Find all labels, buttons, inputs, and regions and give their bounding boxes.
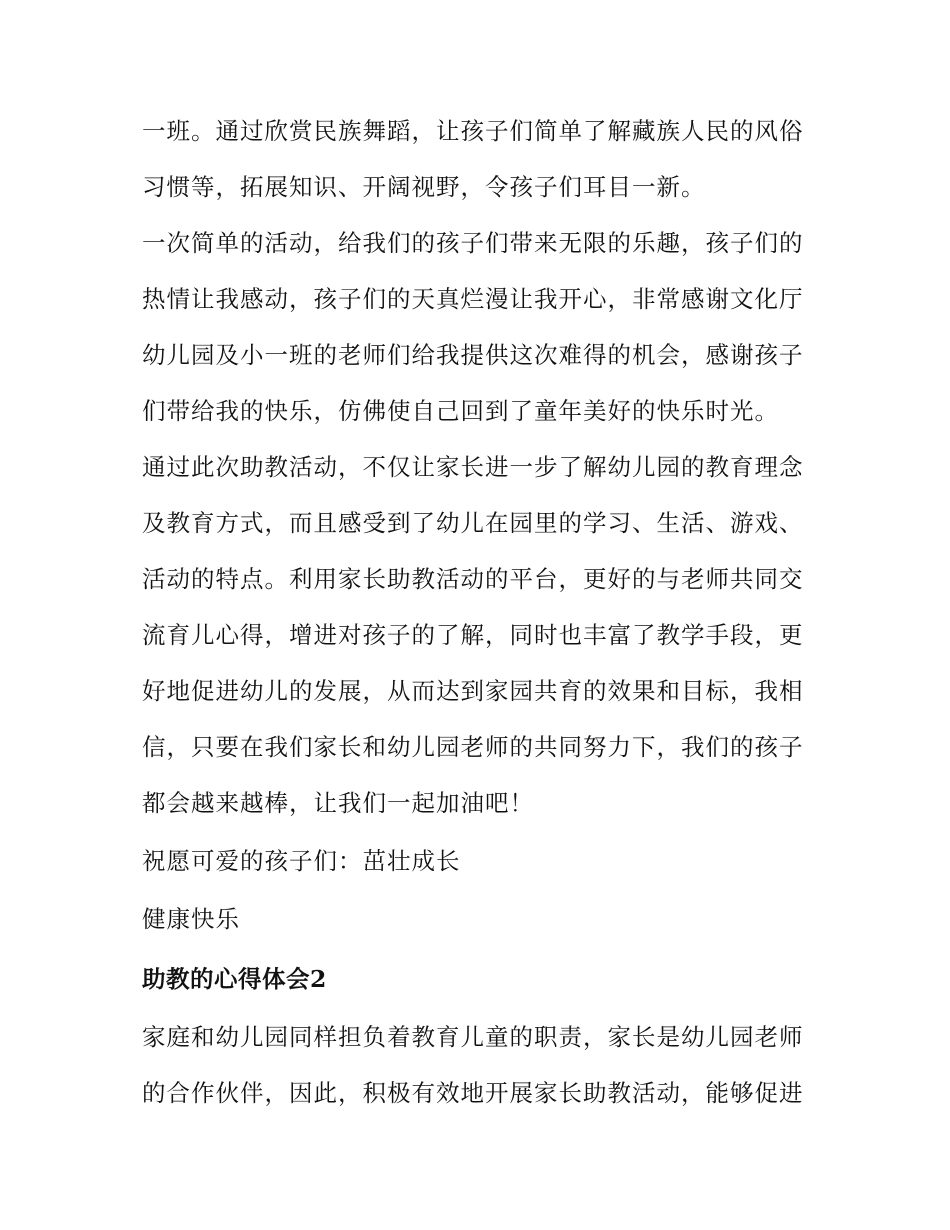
paragraph-line: 通过此次助教活动，不仅让家长进一步了解幼儿园的教育理念 xyxy=(142,453,804,481)
paragraph-line: 都会越来越棒，让我们一起加油吧！ xyxy=(142,789,534,817)
section-heading: 助教的心得体会2 xyxy=(142,965,327,993)
paragraph-line: 幼儿园及小一班的老师们给我提供这次难得的机会，感谢孩子 xyxy=(142,341,804,369)
paragraph-line: 祝愿可爱的孩子们：茁壮成长 xyxy=(142,847,461,875)
paragraph-line: 信，只要在我们家长和幼儿园老师的共同努力下，我们的孩子 xyxy=(142,733,804,761)
paragraph-line: 们带给我的快乐，仿佛使自己回到了童年美好的快乐时光。 xyxy=(142,397,779,425)
paragraph-line: 热情让我感动，孩子们的天真烂漫让我开心，非常感谢文化厅 xyxy=(142,285,804,313)
paragraph-line: 流育儿心得，增进对孩子的了解，同时也丰富了教学手段，更 xyxy=(142,621,804,649)
paragraph-line: 及教育方式，而且感受到了幼儿在园里的学习、生活、游戏、 xyxy=(142,509,804,537)
paragraph-line: 习惯等，拓展知识、开阔视野，令孩子们耳目一新。 xyxy=(142,173,706,201)
paragraph-line: 活动的特点。利用家长助教活动的平台，更好的与老师共同交 xyxy=(142,565,804,593)
paragraph-line: 健康快乐 xyxy=(142,905,240,933)
paragraph-line: 一次简单的活动，给我们的孩子们带来无限的乐趣，孩子们的 xyxy=(142,229,804,257)
paragraph-line: 好地促进幼儿的发展，从而达到家园共育的效果和目标，我相 xyxy=(142,677,804,705)
paragraph-line: 的合作伙伴，因此，积极有效地开展家长助教活动，能够促进 xyxy=(142,1079,804,1107)
paragraph-line: 家庭和幼儿园同样担负着教育儿童的职责，家长是幼儿园老师 xyxy=(142,1023,804,1051)
paragraph-line: 一班。通过欣赏民族舞蹈，让孩子们简单了解藏族人民的风俗 xyxy=(142,117,804,145)
